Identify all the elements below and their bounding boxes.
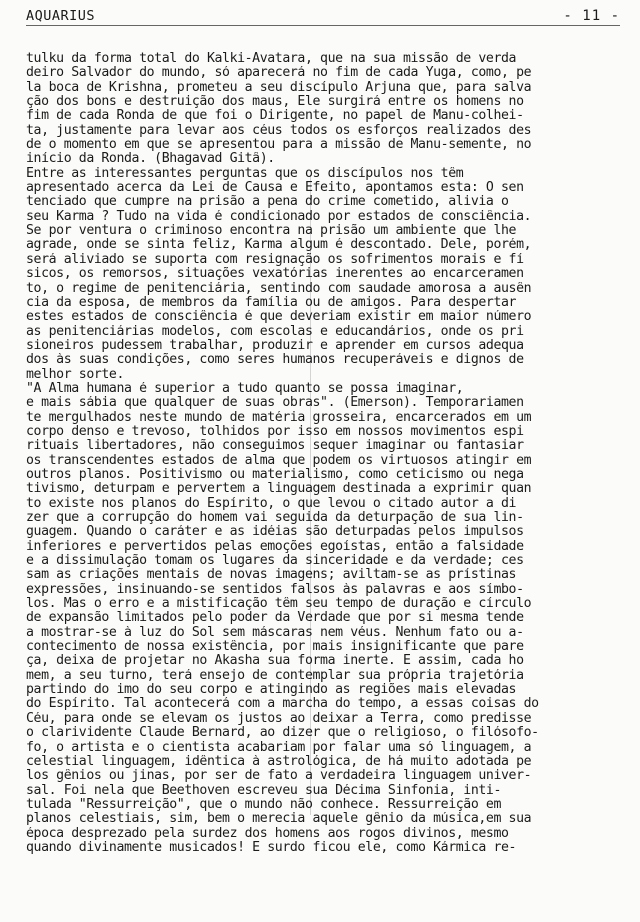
text-line: to existe nos planos do Espírito, o que levou o citado autor a di [26, 496, 517, 511]
text-line: fo, o artista e o cientista acabariam por falar uma só linguagem, a [26, 740, 532, 755]
text-line: los gênios ou jinas, por ser de fato a verdadeira linguagem univer- [26, 769, 532, 784]
text-line: sioneiros pudessem trabalhar, produzir e aprender em cursos adequa [26, 338, 524, 353]
text-line: Se por ventura o criminoso encontra na prisão um ambiente que lhe [26, 224, 517, 239]
text-line: partindo do imo do seu corpo e atingindo as regiões mais elevadas [26, 683, 517, 698]
text-line: época desprezado pela surdez dos homens aos rogos divinos, mesmo [26, 826, 509, 841]
text-line: e a dissimulação tomam os lugares da sinceridade e da verdade; ces [26, 554, 524, 569]
text-line: a mostrar-se à luz do Sol sem máscaras nem véus. Nenhum fato ou a- [26, 625, 524, 640]
text-line: fim de cada Ronda de que foi o Dirigente, no papel de Manu-colhei- [26, 109, 524, 124]
text-line: mem, a seu turno, terá ensejo de contemplar sua própria trajetória [26, 668, 524, 683]
text-line: o clarividente Claude Bernard, ao dizer que o religioso, o filósofo- [26, 726, 539, 741]
text-line: sam as criações mentais de novas imagens; aviltam-se as prístinas [26, 568, 517, 583]
text-line: sal. Foi nela que Beethoven escreveu sua Décima Sinfonia, inti- [26, 783, 501, 798]
text-line: do Espírito. Tal acontecerá com a marcha do tempo, a essas coisas do [26, 697, 539, 712]
header-divider [26, 25, 620, 26]
text-line: celestial linguagem, idêntica à astrológica, de há muito adotada pe [26, 754, 532, 769]
text-line: inferiores e pervertidos pelas emoções egoístas, então a falsidade [26, 539, 524, 554]
text-line: tulada "Ressurreição", que o mundo não conhece. Ressurreição em [26, 797, 501, 812]
text-line: tenciado que cumpre na prisão a pena do crime cometido, alivia o [26, 195, 509, 210]
text-line: Entre as interessantes perguntas que os discípulos nos têm [26, 166, 464, 181]
text-line: melhor sorte. [26, 367, 125, 382]
text-line: os transcendentes estados de alma que podem os virtuosos atingir em [26, 453, 532, 468]
text-line: Céu, para onde se elevam os justos ao deixar a Terra, como predisse [26, 711, 532, 726]
text-line: tivismo, deturpam e pervertem a linguagem destinada a exprimir quan [26, 482, 532, 497]
text-line: planos celestiais, sim, bem o merecia aquele gênio da música,em sua [26, 812, 532, 827]
publication-title: AQUARIUS [26, 8, 96, 24]
text-line: ção dos bons e destruição dos maus, Ele surgirá entre os homens no [26, 95, 524, 110]
text-line: será aliviado se suporta com resignação os sofrimentos morais e fí [26, 252, 524, 267]
text-line: guagem. Quando o caráter e as idéias são deturpadas pelos impulsos [26, 525, 524, 540]
text-line: los. Mas o erro e a mistificação têm seu tempo de duração e círculo [26, 597, 532, 612]
text-line: de o momento em que se apresentou para a missão de Manu-semente, no [26, 138, 532, 153]
text-line: tulku da forma total do Kalki-Avatara, que na sua missão de verda [26, 52, 517, 66]
text-line: sicos, os remorsos, situações vexatórias inerentes ao encarceramen [26, 267, 524, 282]
text-line: cia da esposa, de membros da família ou de amigos. Para despertar [26, 295, 517, 310]
text-line: início da Ronda. (Bhagavad Gitâ). [26, 152, 275, 167]
text-line: seu Karma ? Tudo na vida é condicionado por estados de consciência. [26, 209, 532, 224]
text-line: to, o regime de penitenciária, sentindo com saudade amorosa a ausên [26, 281, 532, 296]
text-line: quando divinamente musicados! E surdo ficou ele, como Kármica re- [26, 840, 517, 855]
text-line: apresentado acerca da Lei de Causa e Efeito, apontamos esta: O sen [26, 181, 524, 196]
text-line: as penitenciárias modelos, com escolas e educandários, onde os pri [26, 324, 524, 339]
text-line: la boca de Krishna, prometeu a seu discípulo Arjuna que, para salva [26, 80, 532, 95]
text-line: corpo denso e trevoso, tolhidos por isso em nossos movimentos espi [26, 424, 524, 439]
text-line: e mais sábia que qualquer de suas obras". (Emerson). Temporariamen [26, 396, 524, 411]
text-line: ça, deixa de projetar no Akasha sua forma inerte. E assim, cada ho [26, 654, 524, 669]
text-line: de expansão limitados pelo poder da Verdade que por si mesma tende [26, 611, 524, 626]
text-line: expressões, insinuando-se sentidos falsos às palavras e aos símbo- [26, 582, 524, 597]
page-header [26, 2, 620, 24]
text-line: contecimento de nossa existência, por mais insignificante que pare [26, 640, 524, 655]
text-line: outros planos. Positivismo ou materialismo, como ceticismo ou nega [26, 467, 524, 482]
text-line: estes estados de consciência é que deveriam existir em maior número [26, 310, 532, 325]
text-line: zer que a corrupção do homem vai seguida da deturpação de sua lin- [26, 511, 524, 525]
text-line: deiro Salvador do mundo, só aparecerá no fim de cada Yuga, como, pe [26, 66, 532, 81]
text-line: te mergulhados neste mundo de matéria grosseira, encarcerados em um [26, 410, 532, 425]
text-body [26, 52, 620, 855]
text-line: rituais libertadores, não conseguimos sequer imaginar ou fantasiar [26, 439, 524, 454]
text-line: agrade, onde se sinta feliz, Karma algum é descontado. Dele, porém, [26, 238, 532, 253]
text-line: "A Alma humana é superior a tudo quanto se possa imaginar, [26, 381, 464, 396]
text-line: ta, justamente para levar aos céus todos os esforços realizados des [26, 123, 532, 138]
text-line: dos às suas condições, como seres humanos recuperáveis e dignos de [26, 353, 524, 368]
page-number: - 11 - [563, 8, 620, 24]
